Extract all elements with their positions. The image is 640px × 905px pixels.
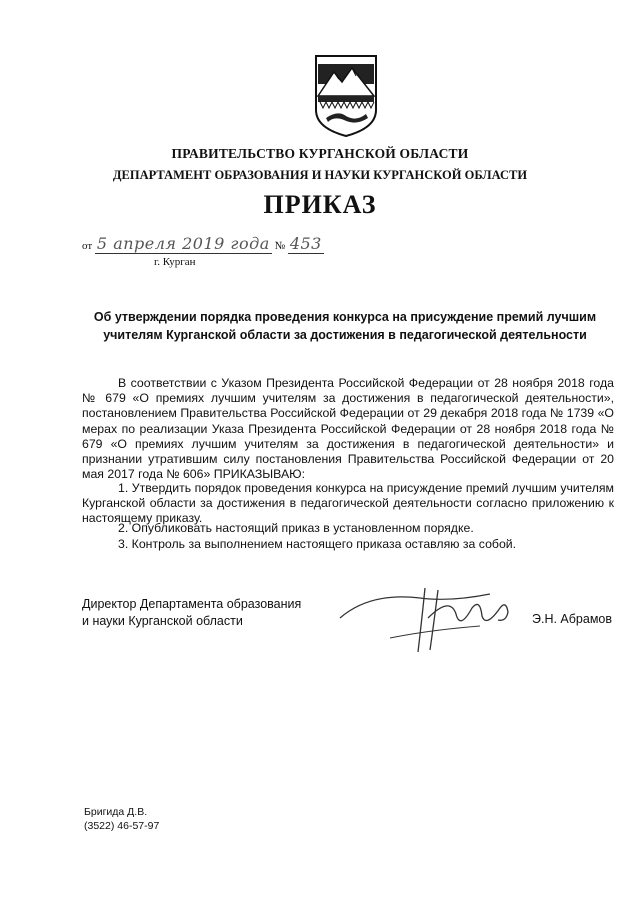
date-prefix: от xyxy=(82,240,93,252)
order-item-3: 3. Контроль за выполнением настоящего приказа оставляю за собой. xyxy=(118,537,517,551)
signer-position-line-1: Директор Департамента образования xyxy=(82,597,302,611)
contact-phone: (3522) 46-57-97 xyxy=(84,820,160,832)
contact-block xyxy=(84,805,159,833)
signer-name: Э.Н. Абрамов xyxy=(532,612,613,626)
signer-position xyxy=(82,596,301,630)
order-item-1: 1. Утвердить порядок проведения конкурса на присуждение премий лучшим учителям Курганской области за достижения в педагогической деятельности согласно приложению к настоящему приказу. xyxy=(82,481,614,526)
government-heading: ПРАВИТЕЛЬСТВО КУРГАНСКОЙ ОБЛАСТИ xyxy=(171,146,469,161)
number-prefix: № xyxy=(274,240,286,252)
department-heading: ДЕПАРТАМЕНТ ОБРАЗОВАНИЯ И НАУКИ КУРГАНСКОЙ ОБЛАСТИ xyxy=(112,168,528,182)
handwritten-signature xyxy=(330,578,530,658)
order-subject: Об утверждении порядка проведения конкурса на присуждение премий лучшим учителям Курганской области за достижения в педагогической деятельности xyxy=(93,310,597,342)
intro-paragraph: В соответствии с Указом Президента Российской Федерации от 28 ноября 2018 года № 679 «О премиях лучшим учителям за достижения в педагогической деятельности», постановлением Правительства Российской Федерации от 29 декабря 2018 года № 1739 «О мерах по реализации Указа Президента Российской Федерации от 28 ноября 2018 года № 679 «О премиях лучшим учителям за достижения в педагогической деятельности» и признании утратившим силу постановления Правительства Российской Федерации от 20 мая 2017 года № 606» ПРИКАЗЫВАЮ: xyxy=(82,376,614,482)
order-number: 453 xyxy=(289,234,322,253)
signer-position-line-2: и науки Курганской области xyxy=(82,614,243,628)
document-type-title: ПРИКАЗ xyxy=(263,190,377,219)
coat-of-arms-emblem xyxy=(312,52,380,138)
contact-name: Бригида Д.В. xyxy=(84,806,148,818)
city-label: г. Курган xyxy=(154,256,196,268)
date-number-line xyxy=(82,234,324,254)
date-value: 5 апреля 2019 года xyxy=(96,234,270,253)
order-item-2: 2. Опубликовать настоящий приказ в установленном порядке. xyxy=(118,521,474,535)
